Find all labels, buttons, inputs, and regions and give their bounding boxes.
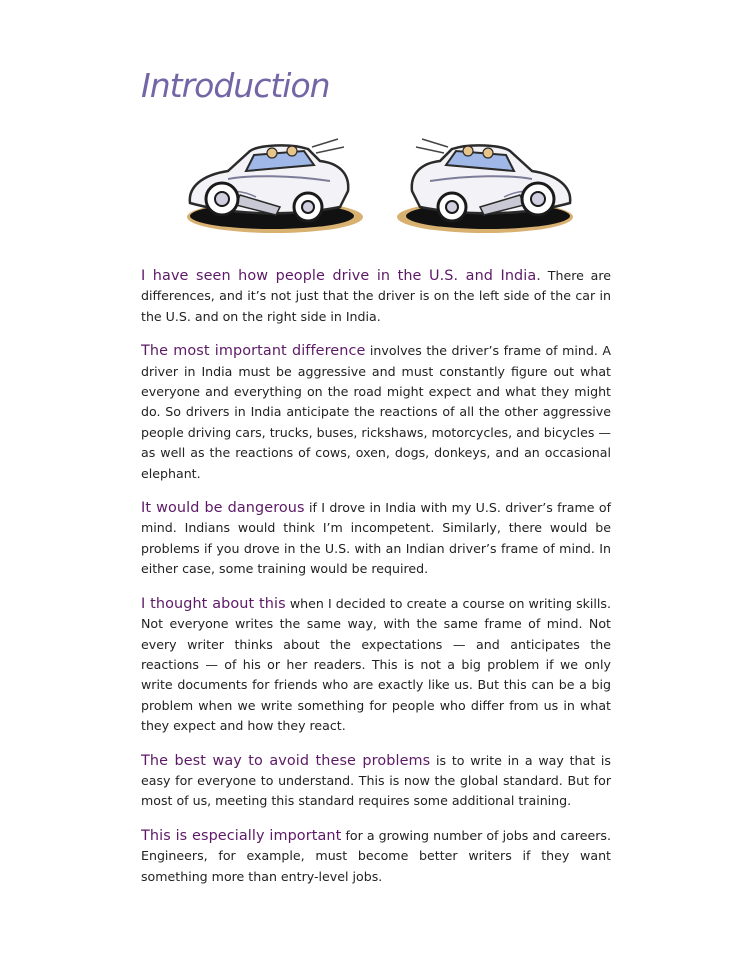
- paragraph-lead: The most important difference: [141, 343, 366, 360]
- paragraph-4: [141, 594, 611, 737]
- paragraph-text: if I drove in India with my U.S. driver’s frame of mind. Indians would think I’m incompetent. Similarly, there would be problems if you drove in the U.S. with an Indian driver’s frame of mind. In either case, some training would be required.: [141, 500, 611, 577]
- paragraph-lead: I thought about this: [141, 595, 286, 612]
- paragraph-text: There are differences, and it’s not just that the driver is on the left side of the car in the U.S. and on the right side in India.: [141, 268, 611, 324]
- page-title: Introduction: [141, 66, 330, 105]
- two-cars-facing-icon: [180, 135, 580, 235]
- paragraph-lead: The best way to avoid these problems: [141, 752, 431, 769]
- paragraph-text: is to write in a way that is easy for everyone to understand. This is now the global standard. But for most of us, meeting this standard requires some additional training.: [141, 752, 611, 809]
- paragraph-text: involves the driver’s frame of mind. A driver in India must be aggressive and must constantly figure out what everyone and everything on the road might expect and what they might do. So drivers in India anticipate the reactions of all the other aggressive people driving cars, trucks, buses, rickshaws, motorcycles, and bicycles — as well as the reactions of cows, oxen, dogs, donkeys, and an occasional elephant.: [141, 343, 611, 481]
- paragraph-2: [141, 341, 611, 484]
- paragraph-6: [141, 826, 611, 887]
- paragraph-5: [141, 751, 611, 812]
- paragraph-lead: It would be dangerous: [141, 500, 305, 517]
- paragraph-lead: I have seen how people drive in the U.S. and India.: [141, 268, 541, 284]
- paragraph-lead: This is especially important: [141, 827, 342, 844]
- paragraph-1: [141, 266, 611, 327]
- paragraph-3: [141, 498, 611, 580]
- body-text: [141, 266, 611, 901]
- paragraph-text: for a growing number of jobs and careers. Engineers, for example, must become better writers if they want something more than entry-level jobs.: [141, 827, 611, 884]
- paragraph-text: when I decided to create a course on writing skills. Not everyone writes the same way, with the same frame of mind. Not every writer thinks about the expectations — and anticipates the reactions — of his or her readers. This is not a big problem if we only write documents for friends who are exactly like us. But this can be a big problem when we write something for people who differ from us in what they expect and how they react.: [141, 595, 611, 734]
